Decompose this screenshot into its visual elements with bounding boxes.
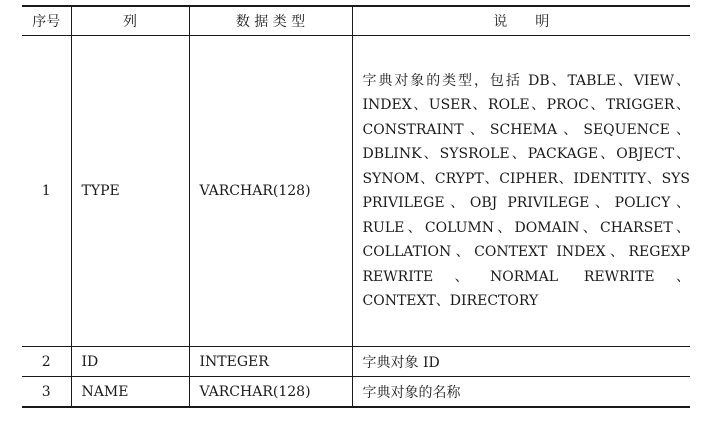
row-desc: 字典对象 ID	[352, 347, 690, 377]
row-desc: 字典对象的名称	[352, 377, 690, 408]
row-type: VARCHAR(128)	[189, 36, 352, 347]
row-column: NAME	[71, 377, 189, 408]
row-column: ID	[71, 347, 189, 377]
header-type: 数 据 类 型	[189, 6, 352, 36]
header-desc: 说 明	[352, 6, 690, 36]
table-row	[22, 377, 690, 408]
row-no: 2	[22, 347, 71, 377]
row-no: 1	[22, 36, 71, 347]
table-header-row	[22, 6, 690, 36]
data-dictionary-table	[22, 5, 690, 408]
row-desc: 字典对象的类型，包括 DB、TABLE、VIEW、INDEX、USER、ROLE、PROC、TRIGGER、CONSTRAINT、SCHEMA、SEQUENCE、DBLINK、SYSROLE、PACKAGE、OBJECT、SYNOM、CRYPT、CIPHER、IDENTITY、SYS PRIVILEGE、OBJ PRIVILEGE、POLICY、RULE、COLUMN、DOMAIN、CHARSET、COLLATION、CONTEXT INDEX、REGEXP REWRITE、NORMAL REWRITE、CONTEXT、DIRECTORY	[352, 36, 690, 347]
row-column: TYPE	[71, 36, 189, 347]
row-type: INTEGER	[189, 347, 352, 377]
table-row	[22, 36, 690, 347]
header-column: 列	[71, 6, 189, 36]
table-row	[22, 347, 690, 377]
row-no: 3	[22, 377, 71, 408]
header-no: 序号	[22, 6, 71, 36]
row-type: VARCHAR(128)	[189, 377, 352, 408]
